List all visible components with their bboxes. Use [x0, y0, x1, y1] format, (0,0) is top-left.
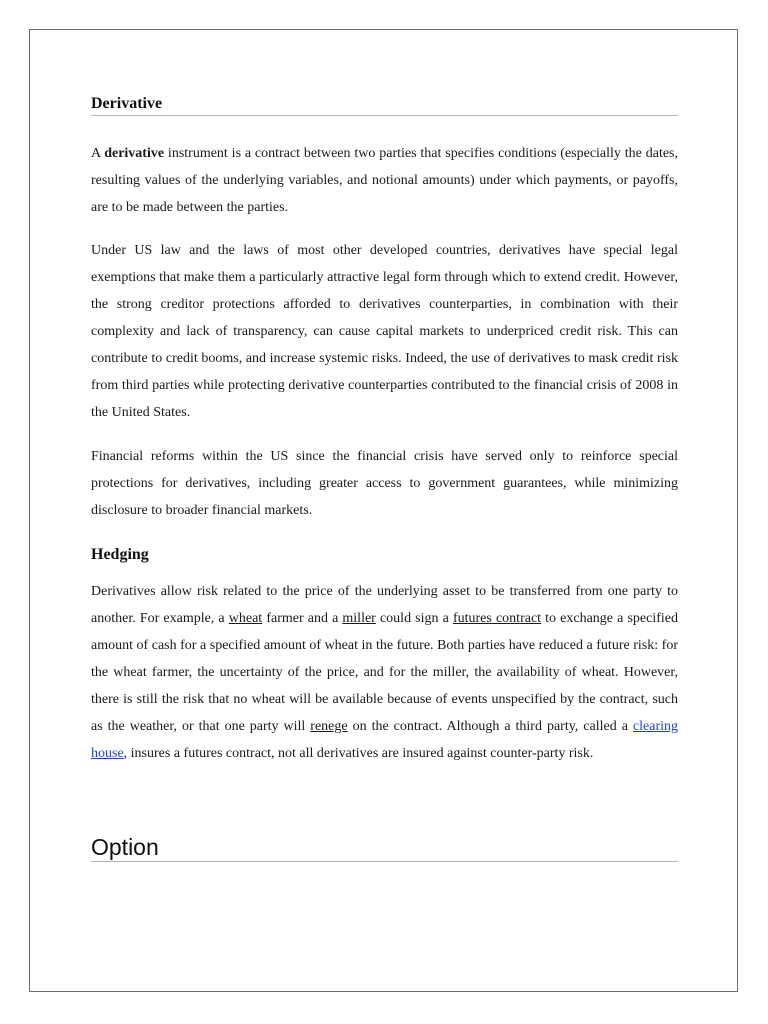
link-wheat[interactable]: wheat — [228, 611, 263, 626]
heading-underline — [91, 115, 678, 116]
link-clearing-house[interactable]: clearing house — [91, 719, 678, 761]
text-span: instrument is a contract between two parties that specifies conditions (especially the dates, resulting values of the underlying variables, and notional amounts) under which payments, or payoffs, are to be made between the parties. — [91, 146, 678, 215]
text-span: to exchange a specified amount of cash for a specified amount of wheat in the future. Both parties have reduced a future risk: for the wheat farmer, the uncertainty of the price, and for the miller, the availability of wheat. However, there is still the risk that no wheat will be available because of events unspecified by the contract, such as the weather, or that one party will — [91, 611, 679, 734]
paragraph-derivative-reforms: Financial reforms within the US since the financial crisis have served only to reinforce special protections for derivatives, including greater access to government guarantees, while minimizing disclosure to broader financial markets. — [91, 449, 678, 518]
heading-option: Option — [91, 834, 159, 860]
heading-underline — [91, 861, 678, 862]
text-span: Derivatives allow risk related to the price of the underlying asset to be transferred from one party to another. For example, a — [91, 584, 678, 626]
heading-derivative: Derivative — [91, 95, 163, 112]
link-renege[interactable]: renege — [310, 719, 348, 734]
paragraph-hedging — [91, 578, 678, 767]
link-miller[interactable]: miller — [342, 611, 376, 626]
bold-term-derivative: derivative — [104, 146, 165, 161]
document-page — [29, 29, 738, 992]
heading-hedging: Hedging — [91, 546, 149, 563]
text-span: A — [91, 146, 105, 161]
paragraph-derivative-law: Under US law and the laws of most other developed countries, derivatives have special legal exemptions that make them a particularly attractive legal form through which to extend credit. However, the strong creditor protections afforded to derivatives counterparties, in combination with their complexity and lack of transparency, can cause capital markets to underpriced credit risk. This can contribute to credit booms, and increase systemic risks. Indeed, the use of derivatives to mask credit risk from third parties while protecting derivative counterparties contributed to the financial crisis of 2008 in the United States. — [91, 243, 678, 420]
text-span: on the contract. Although a third party, called a — [347, 719, 633, 734]
link-futures-contract[interactable]: futures contract — [452, 611, 542, 626]
text-span: farmer and a — [262, 611, 343, 626]
text-span: could sign a — [375, 611, 453, 626]
paragraph-derivative-definition — [91, 140, 678, 221]
text-span: , insures a futures contract, not all derivatives are insured against counter-party risk. — [123, 746, 594, 761]
